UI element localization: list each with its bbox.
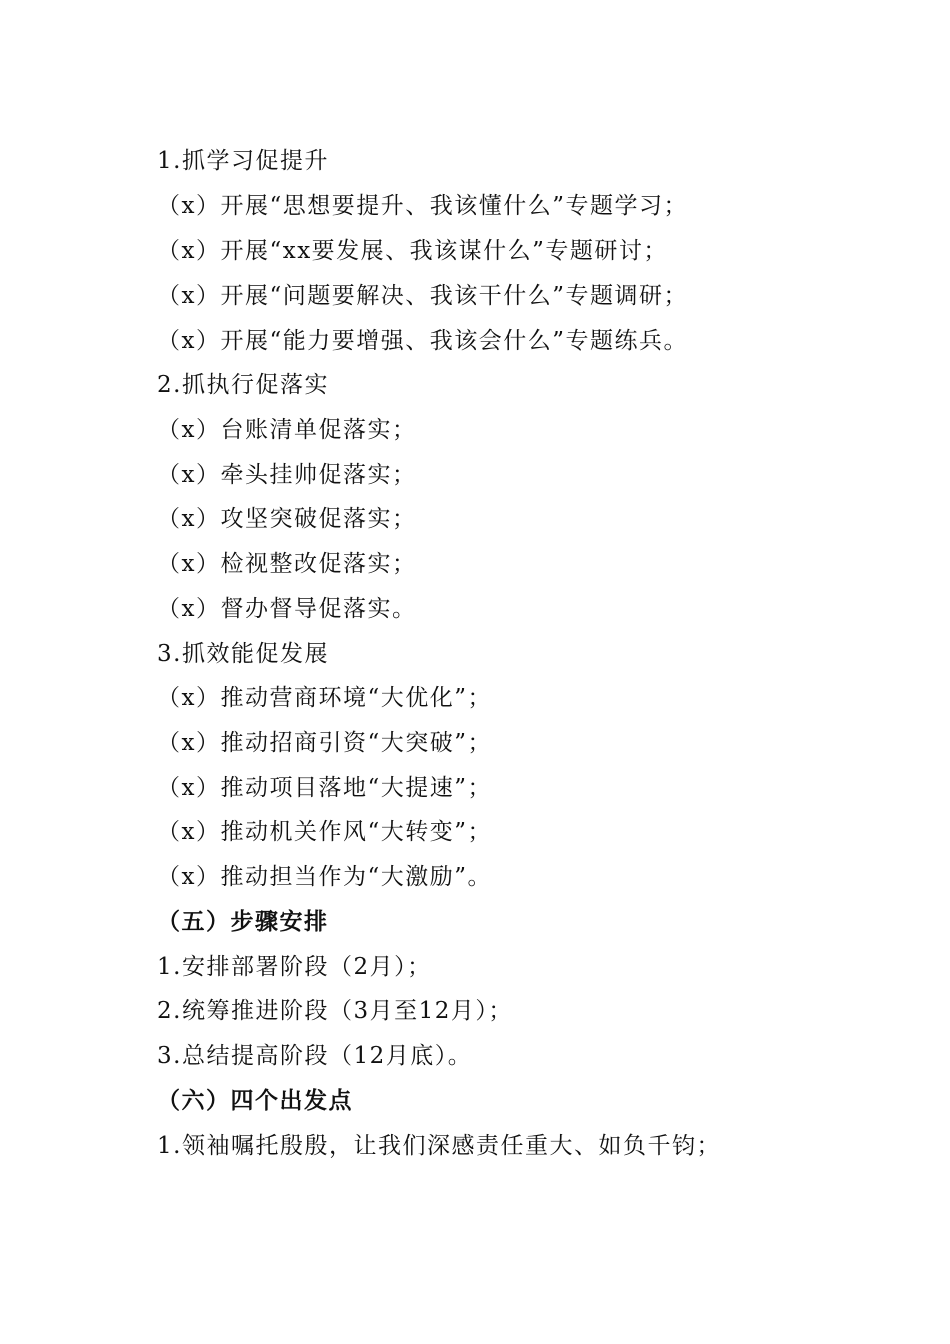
list-item-starting-point-1: 1.领袖嘱托殷殷，让我们深感责任重大、如负千钧； [157, 1133, 721, 1159]
list-item-study-1: （x）开展“思想要提升、我该懂什么”专题学习； [157, 193, 688, 219]
list-item-efficiency-5: （x）推动担当作为“大激励”。 [157, 864, 492, 890]
list-item-step-1: 1.安排部署阶段（2月）； [157, 954, 432, 980]
list-item-execution-1: （x）台账清单促落实； [157, 417, 417, 443]
list-item-efficiency-2: （x）推动招商引资“大突破”； [157, 730, 492, 756]
list-item-study-4: （x）开展“能力要增强、我该会什么”专题练兵。 [157, 328, 688, 354]
list-item-efficiency-4: （x）推动机关作风“大转变”； [157, 819, 492, 845]
list-item-execution-3: （x）攻坚突破促落实； [157, 506, 417, 532]
list-item-step-2: 2.统筹推进阶段（3月至12月）； [157, 998, 513, 1024]
list-item-study-2: （x）开展“xx要发展、我该谋什么”专题研讨； [157, 238, 668, 264]
section-heading-steps: （五）步骤安排 [157, 908, 329, 935]
item-heading-execution: 2.抓执行促落实 [157, 372, 329, 398]
list-item-study-3: （x）开展“问题要解决、我该干什么”专题调研； [157, 283, 688, 309]
section-heading-starting-points: （六）四个出发点 [157, 1087, 353, 1114]
list-item-efficiency-1: （x）推动营商环境“大优化”； [157, 685, 492, 711]
list-item-execution-2: （x）牵头挂帅促落实； [157, 462, 417, 488]
list-item-execution-4: （x）检视整改促落实； [157, 551, 417, 577]
list-item-step-3: 3.总结提高阶段（12月底）。 [157, 1043, 473, 1069]
item-heading-efficiency: 3.抓效能促发展 [157, 641, 329, 667]
list-item-execution-5: （x）督办督导促落实。 [157, 596, 417, 622]
list-item-efficiency-3: （x）推动项目落地“大提速”； [157, 775, 492, 801]
item-heading-study: 1.抓学习促提升 [157, 148, 329, 174]
